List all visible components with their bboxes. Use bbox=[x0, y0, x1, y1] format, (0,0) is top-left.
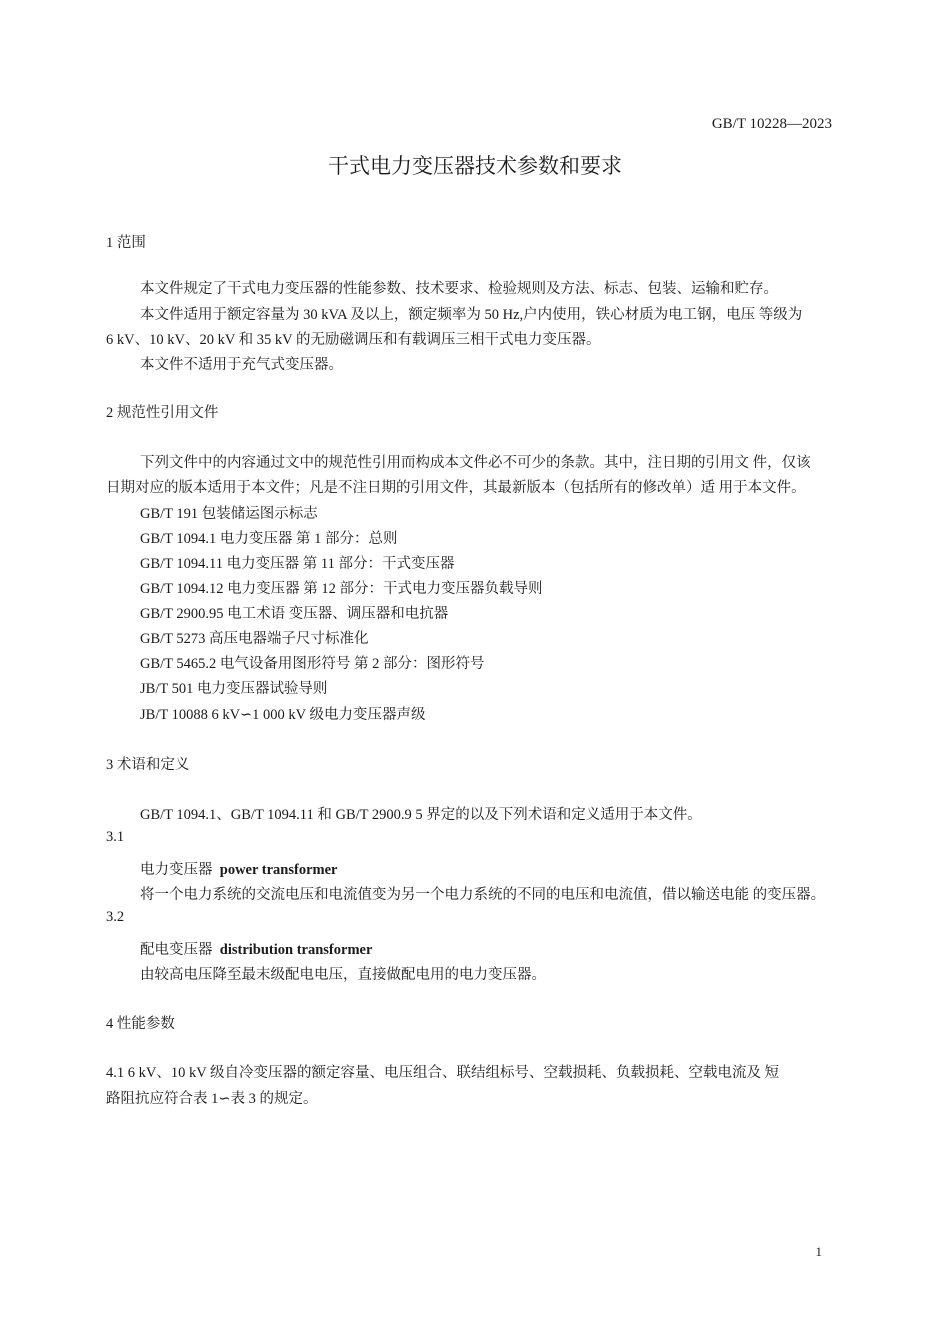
paragraph: 下列文件中的内容通过文中的规范性引用而构成本文件必不可少的条款。其中，注日期的引用文 件，仅该 bbox=[140, 455, 811, 471]
section-heading-terms: 3 术语和定义 bbox=[106, 757, 190, 773]
paragraph: 路阻抗应符合表 1∽表 3 的规定。 bbox=[106, 1091, 318, 1107]
section-heading-scope: 1 范围 bbox=[106, 235, 146, 251]
paragraph: GB/T 1094.1、GB/T 1094.11 和 GB/T 2900.9 5 界定的以及下列术语和定义适用于本文件。 bbox=[140, 807, 702, 823]
section-heading-performance: 4 性能参数 bbox=[106, 1016, 175, 1032]
term-name-cn: 配电变压器 bbox=[140, 942, 213, 958]
term-name-cn: 电力变压器 bbox=[140, 862, 213, 878]
paragraph: 4.1 6 kV、10 kV 级自冷变压器的额定容量、电压组合、联结组标号、空载损耗、负载损耗、空载电流及 短 bbox=[106, 1065, 780, 1081]
term-definition: 将一个电力系统的交流电压和电流值变为另一个电力系统的不同的电压和电流值，借以输送电能 的变压器。 bbox=[140, 887, 826, 903]
term-name-en: power transformer bbox=[219, 862, 338, 878]
reference-item: GB/T 5273 高压电器端子尺寸标准化 bbox=[140, 631, 369, 647]
page-number: 1 bbox=[815, 1244, 822, 1259]
reference-item: JB/T 501 电力变压器试验导则 bbox=[140, 681, 328, 697]
reference-item: GB/T 1094.1 电力变压器 第 1 部分：总则 bbox=[140, 531, 398, 547]
paragraph: 本文件规定了干式电力变压器的性能参数、技术要求、检验规则及方法、标志、包装、运输和贮存。 bbox=[140, 281, 778, 297]
reference-item: GB/T 2900.95 电工术语 变压器、调压器和电抗器 bbox=[140, 606, 449, 622]
term-definition: 由较高电压降至最末级配电电压，直接做配电用的电力变压器。 bbox=[140, 967, 546, 983]
standard-code: GB/T 10228—2023 bbox=[711, 116, 832, 132]
term-number: 3.2 bbox=[106, 909, 125, 925]
reference-item: GB/T 5465.2 电气设备用图形符号 第 2 部分：图形符号 bbox=[140, 656, 485, 672]
document-title: 干式电力变压器技术参数和要求 bbox=[328, 154, 622, 178]
paragraph: 日期对应的版本适用于本文件；凡是不注日期的引用文件，其最新版本（包括所有的修改单）适 用于本文件。 bbox=[106, 480, 806, 496]
reference-item: GB/T 191 包装储运图示标志 bbox=[140, 506, 318, 522]
paragraph: 本文件不适用于充气式变压器。 bbox=[140, 357, 343, 373]
reference-item: JB/T 10088 6 kV∽1 000 kV 级电力变压器声级 bbox=[140, 707, 426, 723]
paragraph: 本文件适用于额定容量为 30 kVA 及以上，额定频率为 50 Hz,户内使用，铁心材质为电工钢，电压 等级为 bbox=[140, 307, 803, 323]
term-title bbox=[140, 938, 372, 959]
term-title bbox=[140, 858, 337, 879]
reference-item: GB/T 1094.12 电力变压器 第 12 部分：干式电力变压器负载导则 bbox=[140, 581, 543, 597]
term-number: 3.1 bbox=[106, 829, 125, 845]
paragraph: 6 kV、10 kV、20 kV 和 35 kV 的无励磁调压和有载调压三相干式电力变压器。 bbox=[106, 332, 601, 348]
reference-item: GB/T 1094.11 电力变压器 第 11 部分：干式变压器 bbox=[140, 556, 455, 572]
section-heading-normative-references: 2 规范性引用文件 bbox=[106, 405, 219, 421]
term-name-en: distribution transformer bbox=[219, 942, 373, 958]
